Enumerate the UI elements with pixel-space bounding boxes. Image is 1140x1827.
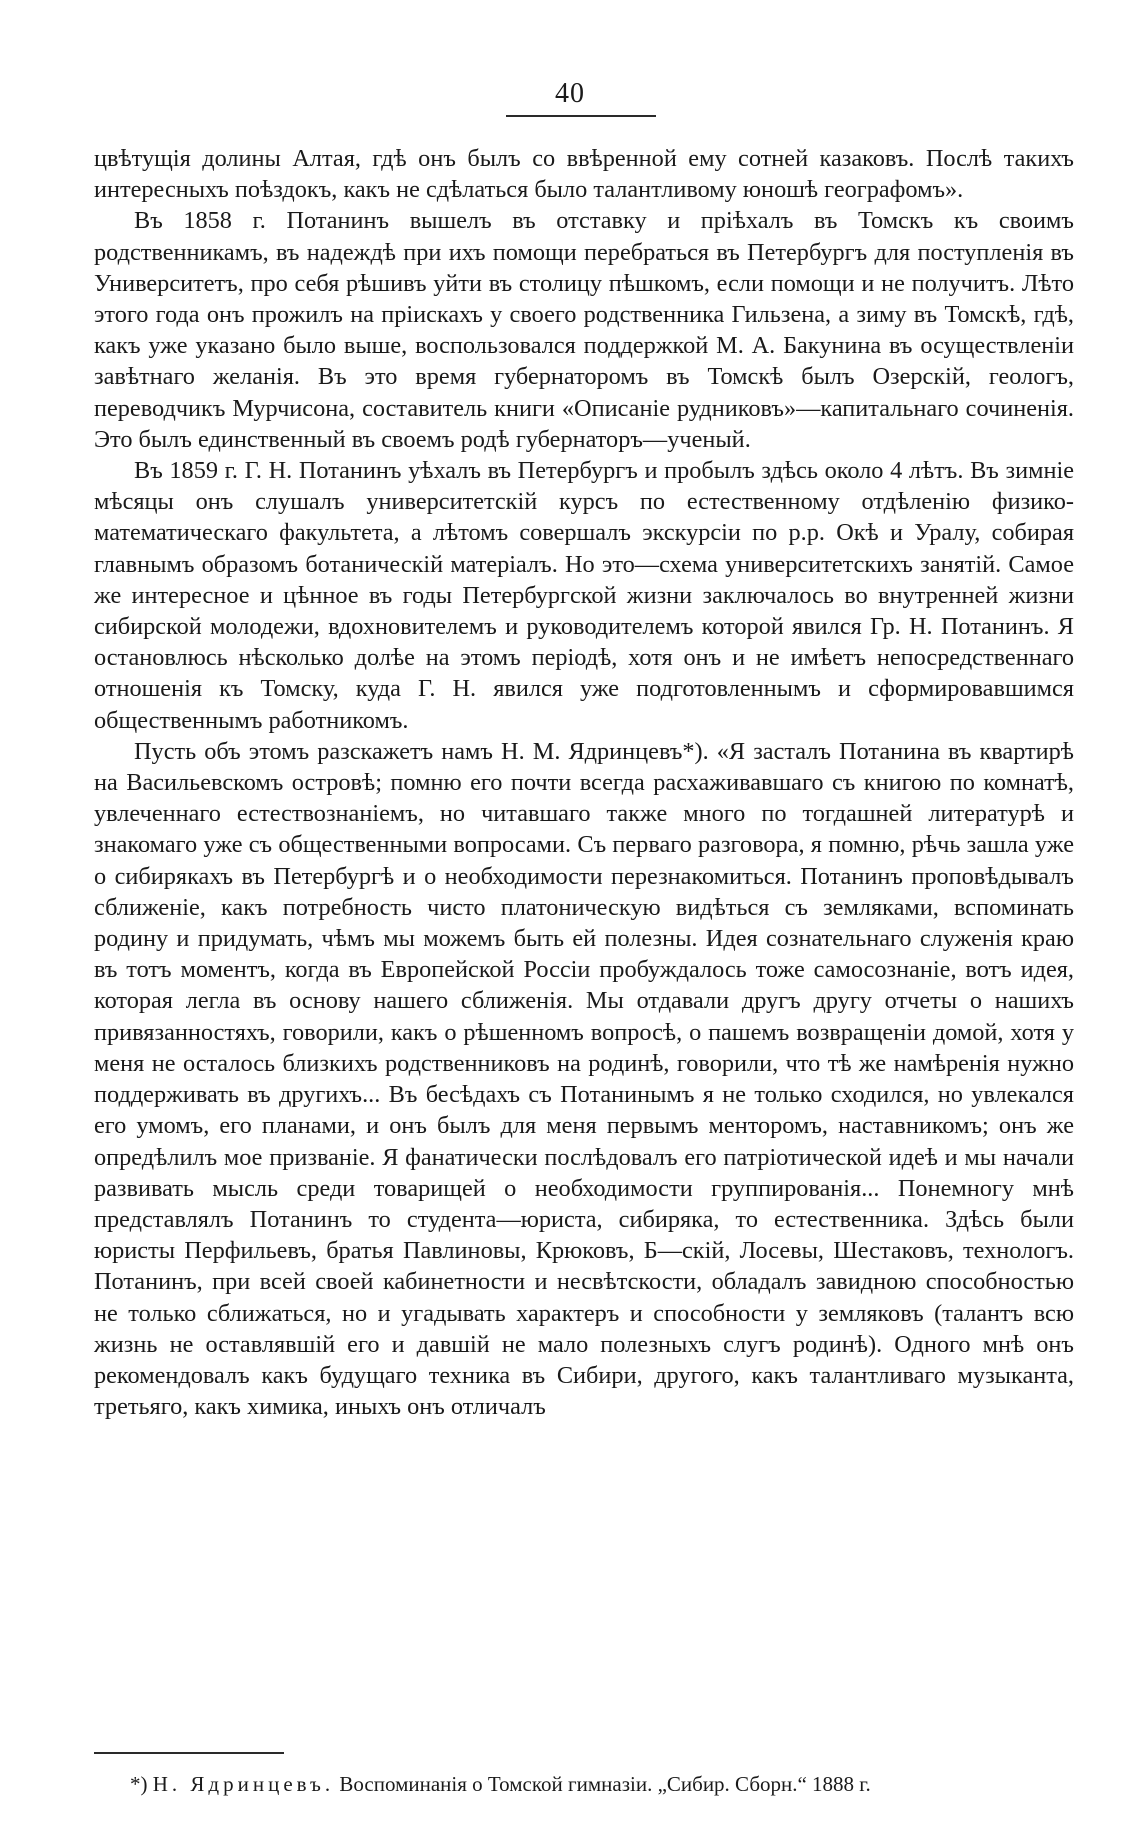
paragraph-1: цвѣтущія долины Алтая, гдѣ онъ былъ со ввѣренной ему сотней казаковъ. Послѣ такихъ интересныхъ поѣздокъ, какъ не сдѣлаться было талантливому юношѣ географомъ». (94, 145, 1074, 204)
paragraph-3: Въ 1859 г. Г. Н. Потанинъ уѣхалъ въ Петербургъ и пробылъ здѣсь около 4 лѣтъ. Въ зимніе мѣсяцы онъ слушалъ университетскій курсъ по естественному отдѣленію физико-математическаго факультета, а лѣтомъ совершалъ экскурсіи по р.р. Окѣ и Уралу, собирая главнымъ образомъ ботаническій матеріалъ. Но это—схема университетскихъ занятій. Самое же интересное и цѣнное въ годы Петербургской жизни заключалось во внутренней жизни сибирской молодежи, вдохновителемъ и руководителемъ которой явился Гр. Н. Потанинъ. Я остановлюсь нѣсколько долѣе на этомъ періодѣ, хотя онъ и не имѣетъ непосредственнаго отношенія къ Томску, куда Г. Н. явился уже подготовленнымъ и сформировавшимся общественнымъ работникомъ. (94, 457, 1074, 734)
header-rule (506, 115, 656, 117)
footnote-marker: *) (130, 1772, 148, 1796)
footnote-rule (94, 1752, 284, 1754)
footnote-text: Воспоминанія о Томской гимназіи. „Сибир. Сборн.“ 1888 г. (339, 1772, 871, 1796)
page-number: 40 (555, 78, 585, 109)
paragraph-4: Пусть объ этомъ разскажетъ намъ Н. М. Ядринцевъ*). «Я засталъ Потанина въ квартирѣ на Васильевскомъ островѣ; помню его почти всегда расхаживавшаго съ книгою по комнатѣ, увлеченнаго естествознаніемъ, но читавшаго также много по тогдашней литературѣ и знакомаго уже съ общественными вопросами. Съ перваго разговора, я помню, рѣчь зашла уже о сибирякахъ въ Петербургѣ и о необходимости перезнакомиться. Потанинъ проповѣдывалъ сближеніе, какъ потребность чисто платоническую видѣться съ земляками, вспоминать родину и придумать, чѣмъ мы можемъ быть ей полезны. Идея сознательнаго служенія краю въ тотъ моментъ, когда въ Европейской Россіи пробуждалось тоже самосознаніе, вотъ идея, которая легла въ основу нашего сближенія. Мы отдавали другъ другу отчеты о нашихъ привязанностяхъ, говорили, какъ о рѣшенномъ вопросѣ, о пашемъ возвращеніи домой, хотя у меня не осталось близкихъ родственниковъ на родинѣ, говорили, что тѣ же намѣренія нужно поддерживать въ другихъ... Въ бесѣдахъ съ Потанинымъ я не только сходился, но увлекался его умомъ, его планами, и онъ былъ для меня первымъ менторомъ, наставникомъ; онъ же опредѣлилъ мое призваніе. Я фанатически послѣдовалъ его патріотической идеѣ и мы начали развивать мысль среди товарищей о необходимости группированія... Понемногу мнѣ представлялъ Потанинъ то студента—юриста, сибиряка, то естественника. Здѣсь были юристы Перфильевъ, братья Павлиновы, Крюковъ, Б—скій, Лосевы, Шестаковъ, технологъ. Потанинъ, при всей своей кабинетности и несвѣтскости, обладалъ завидною способностью не только сближаться, но и угадывать характеръ и способности у земляковъ (талантъ всю жизнь не оставлявшій его и давшій не мало полезныхъ слугъ родинѣ). Одного мнѣ онъ рекомендовалъ какъ будущаго техника въ Сибири, другого, какъ талантливаго музыканта, третьяго, какъ химика, иныхъ онъ отличалъ (94, 737, 1074, 1421)
footnote (130, 1770, 1090, 1798)
footnote-author: Н. Ядринцевъ. (152, 1772, 335, 1796)
body-text (94, 143, 1074, 1422)
paragraph-2: Въ 1858 г. Потанинъ вышелъ въ отставку и пріѣхалъ въ Томскъ къ своимъ родственникамъ, въ надеждѣ при ихъ помощи перебраться въ Петербургъ для поступленія въ Университетъ, про себя рѣшивъ уйти въ столицу пѣшкомъ, если помощи и не получитъ. Лѣто этого года онъ прожилъ на пріискахъ у своего родственника Гильзена, а зиму въ Томскѣ, гдѣ, какъ уже указано было выше, воспользовался поддержкой М. А. Бакунина въ осуществленіи завѣтнаго желанія. Въ это время губернаторомъ въ Томскѣ былъ Озерскій, геологъ, переводчикъ Мурчисона, составитель книги «Описаніе рудниковъ»—капитальнаго сочиненія. Это былъ единственный въ своемъ родѣ губернаторъ—ученый. (94, 207, 1074, 453)
